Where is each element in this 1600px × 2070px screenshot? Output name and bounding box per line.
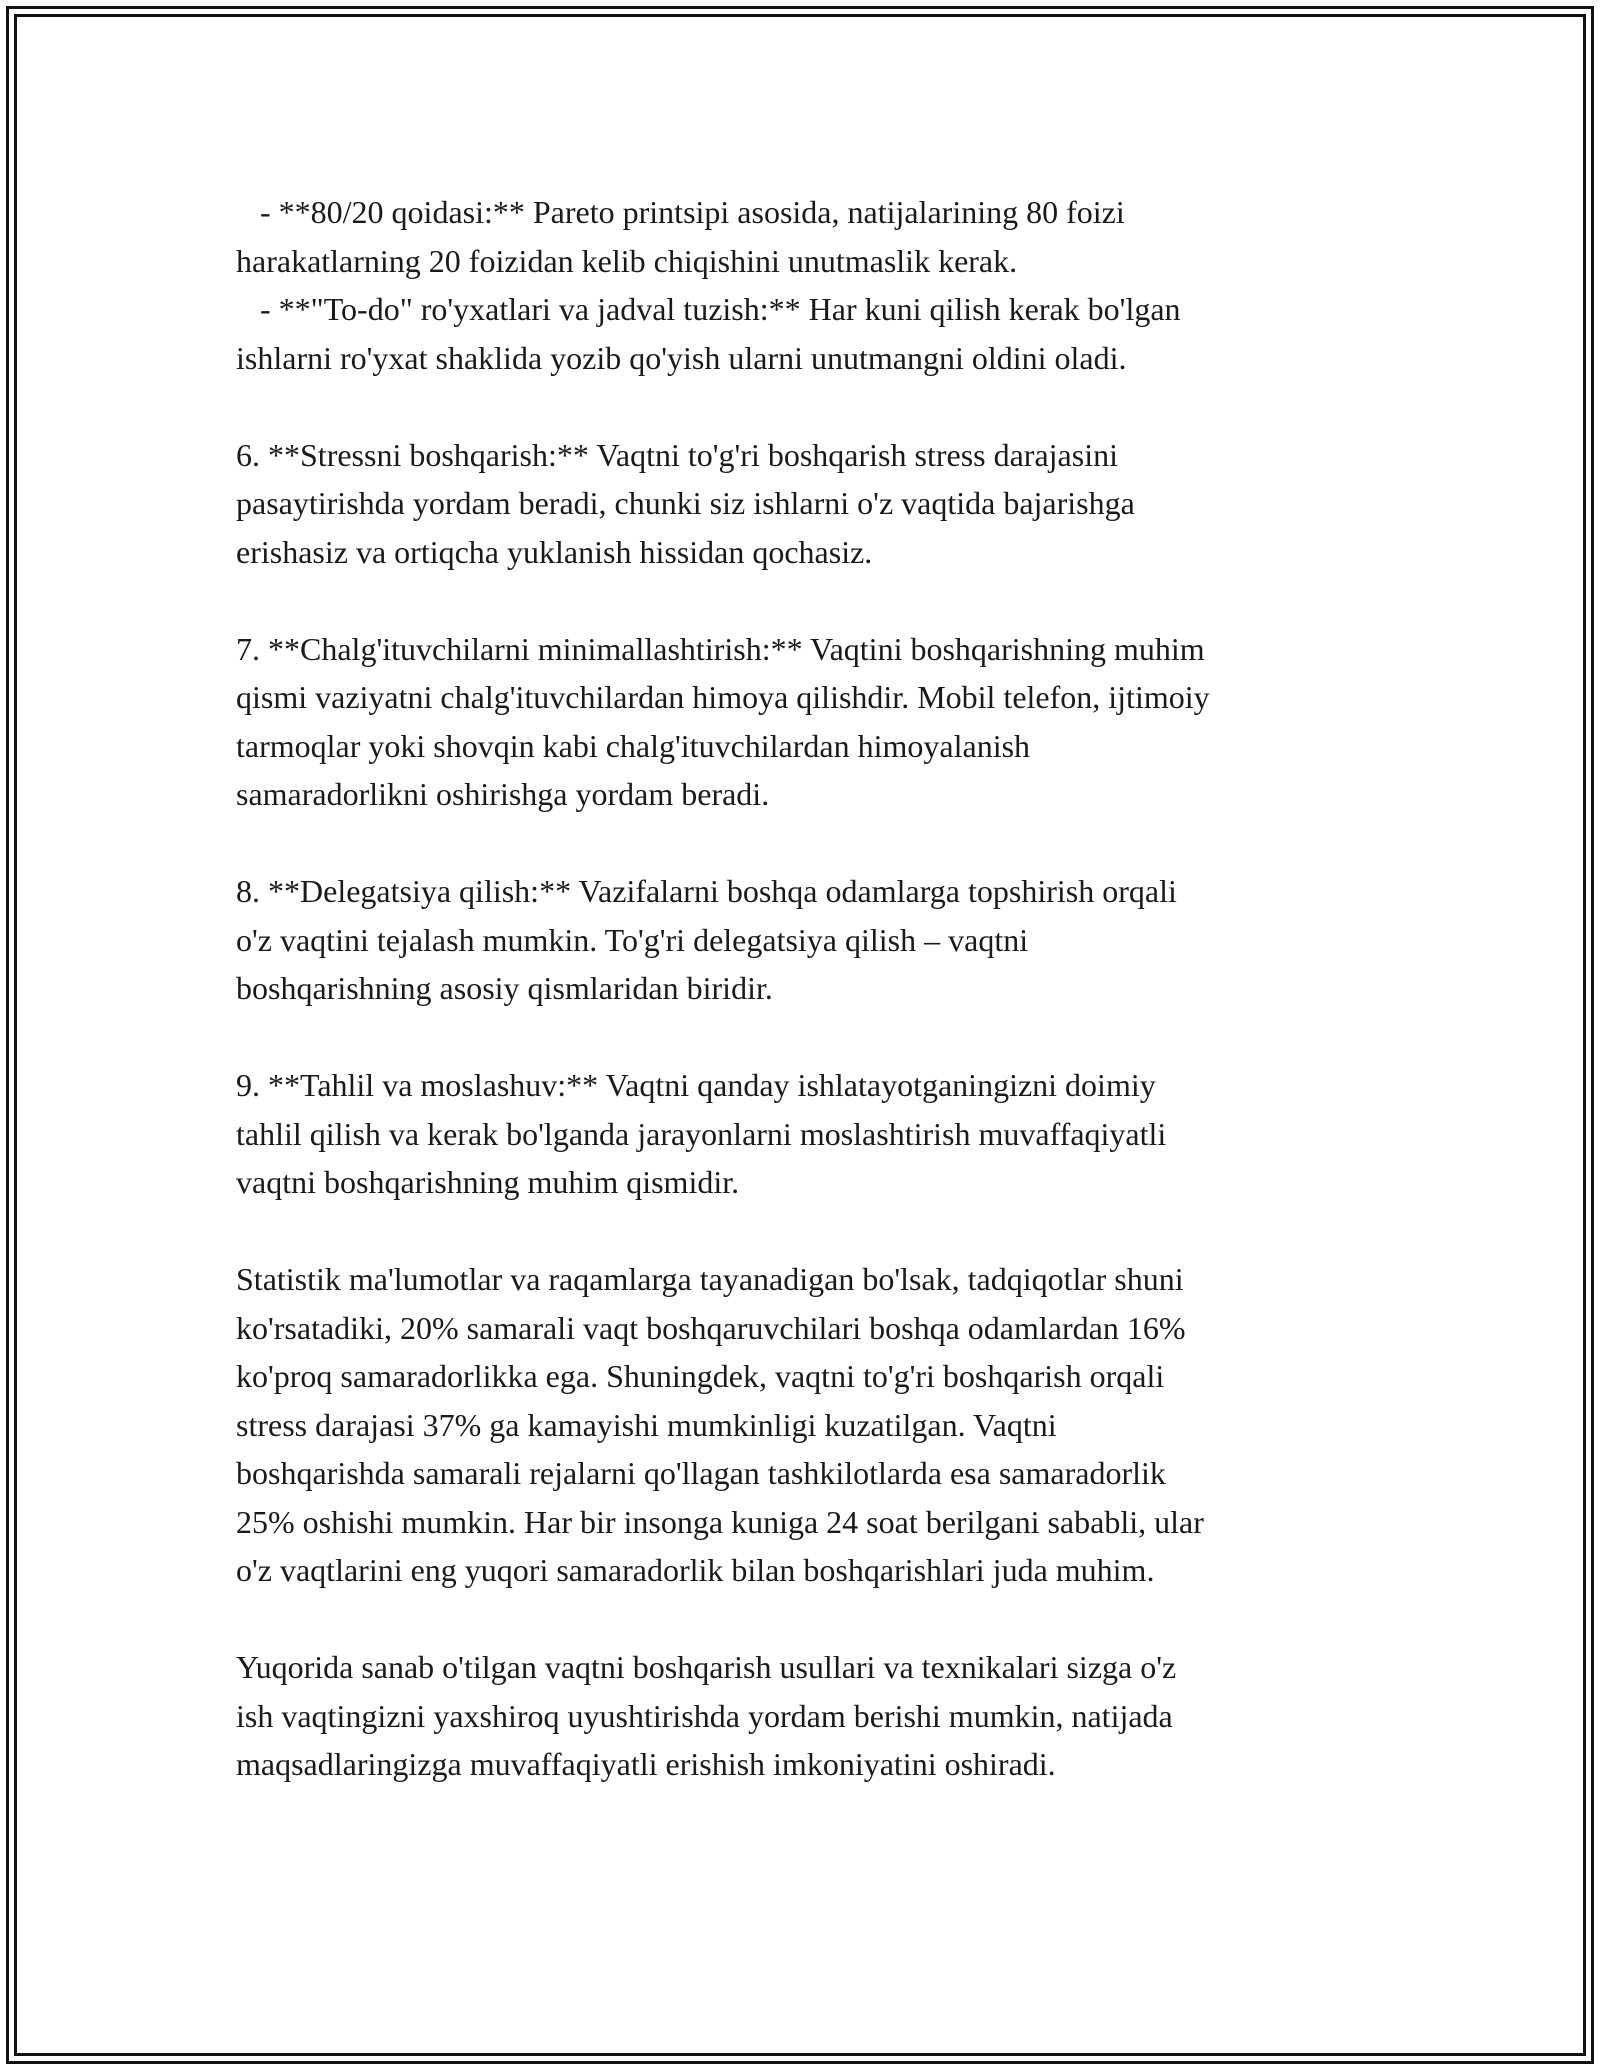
list-item-analysis — [236, 1061, 1376, 1207]
text-line: vaqtni boshqarishning muhim qismidir. — [236, 1164, 740, 1200]
text-line: 9. **Tahlil va moslashuv:** Vaqtni qanday ishlatayotganingizni doimiy — [236, 1067, 1156, 1103]
conclusion-paragraph — [236, 1643, 1376, 1789]
text-line: Yuqorida sanab o'tilgan vaqtni boshqarish usullari va texnikalari sizga o'z — [236, 1649, 1177, 1685]
text-line: ko'proq samaradorlikka ega. Shuningdek, vaqtni to'g'ri boshqarish orqali — [236, 1358, 1165, 1394]
document-body — [236, 188, 1376, 1789]
text-line: ish vaqtingizni yaxshiroq uyushtirishda yordam berishi mumkin, natijada — [236, 1697, 1173, 1734]
text-line: ishlarni ro'yxat shaklida yozib qo'yish ularni unutmangni oldini oladi. — [236, 339, 1127, 376]
text-line: 6. **Stressni boshqarish:** Vaqtni to'g'ri boshqarish stress darajasini — [236, 436, 1118, 473]
list-item-distractions — [236, 625, 1376, 819]
text-line: - **80/20 qoidasi:** Pareto printsipi asosida, natijalarining 80 foizi — [236, 194, 1125, 230]
list-item-80-20-and-todo — [236, 188, 1376, 382]
text-line: 7. **Chalg'ituvchilarni minimallashtirish:** Vaqtini boshqarishning muhim — [236, 630, 1205, 667]
text-line: samaradorlikni oshirishga yordam beradi. — [236, 776, 770, 812]
text-line: ko'rsatadiki, 20% samarali vaqt boshqaruvchilari boshqa odamlardan 16% — [236, 1309, 1186, 1346]
text-line: qismi vaziyatni chalg'ituvchilardan himoya qilishdir. Mobil telefon, ijtimoiy — [236, 679, 1210, 715]
text-line: pasaytirishda yordam beradi, chunki siz ishlarni o'z vaqtida bajarishga — [236, 485, 1135, 521]
text-line: o'z vaqtini tejalash mumkin. To'g'ri delegatsiya qilish – vaqtni — [236, 921, 1029, 958]
text-line: - **"To-do" ro'yxatlari va jadval tuzish:** Har kuni qilish kerak bo'lgan — [236, 291, 1181, 327]
text-line: maqsadlaringizga muvaffaqiyatli erishish imkoniyatini oshiradi. — [236, 1746, 1056, 1782]
text-line: stress darajasi 37% ga kamayishi mumkinligi kuzatilgan. Vaqtni — [236, 1406, 1057, 1443]
text-line: o'z vaqtlarini eng yuqori samaradorlik bilan boshqarishlari juda muhim. — [236, 1552, 1155, 1588]
statistics-paragraph — [236, 1255, 1376, 1595]
text-line: erishasiz va ortiqcha yuklanish hissidan qochasiz. — [236, 533, 873, 570]
text-line: boshqarishda samarali rejalarni qo'llagan tashkilotlarda esa samaradorlik — [236, 1455, 1166, 1491]
text-line: 8. **Delegatsiya qilish:** Vazifalarni boshqa odamlarga topshirish orqali — [236, 873, 1177, 909]
text-line: boshqarishning asosiy qismlaridan biridir. — [236, 970, 773, 1006]
text-line: Statistik ma'lumotlar va raqamlarga tayanadigan bo'lsak, tadqiqotlar shuni — [236, 1261, 1184, 1297]
list-item-stress-management — [236, 431, 1376, 577]
text-line: harakatlarning 20 foizidan kelib chiqishini unutmaslik kerak. — [236, 242, 1018, 279]
text-line: tahlil qilish va kerak bo'lganda jarayonlarni moslashtirish muvaffaqiyatli — [236, 1115, 1167, 1152]
text-line: tarmoqlar yoki shovqin kabi chalg'ituvchilardan himoyalanish — [236, 727, 1031, 764]
text-line: 25% oshishi mumkin. Har bir insonga kuniga 24 soat berilgani sababli, ular — [236, 1503, 1204, 1540]
list-item-delegation — [236, 867, 1376, 1013]
